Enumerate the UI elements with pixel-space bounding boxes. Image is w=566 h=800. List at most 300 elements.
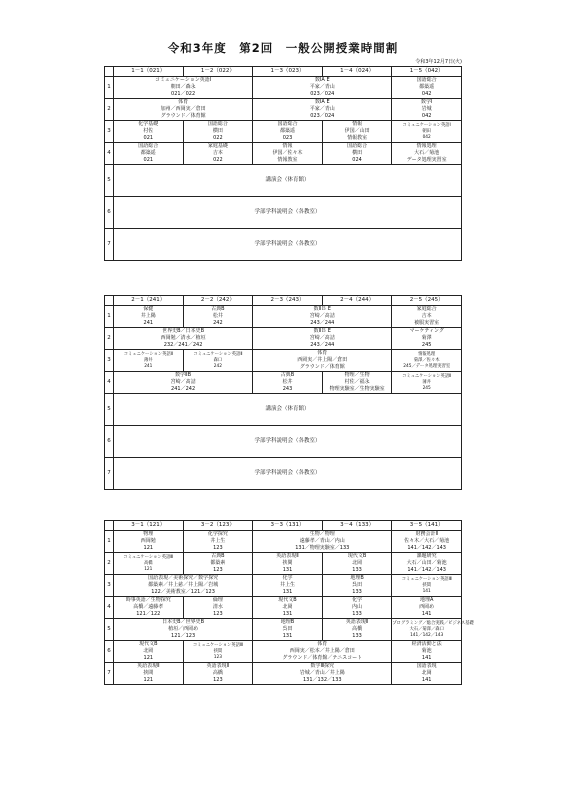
subject-name: 古典B — [211, 306, 225, 312]
lesson-cell — [392, 121, 462, 143]
subject-name: コミュニケーション英語Ⅱ — [193, 351, 243, 357]
subject-name: 保健 — [143, 306, 154, 312]
period-number: 5 — [105, 394, 114, 426]
room-name: 131／物理実験室／133 — [295, 545, 350, 551]
subject-name: コミュニケーション英語Ⅱ — [402, 373, 452, 379]
lesson-cell — [183, 597, 253, 619]
teacher-names: 高橋 — [212, 670, 223, 676]
page-title: 令和3年度 第2回 一般公開授業時間割 — [167, 41, 399, 55]
event-cell: 講演会（体育館） — [114, 394, 462, 426]
period-row — [105, 553, 462, 575]
room-name: 133 — [352, 633, 362, 639]
room-name: グラウンド／体育館／テニスコート — [282, 655, 363, 661]
room-name: 021／022 — [171, 91, 196, 97]
teacher-names: 菊澤／佐々木 — [413, 357, 440, 363]
event-cell: 学部学科説明会（各教室） — [114, 229, 462, 261]
subject-name: 数学Ⅰ — [420, 99, 433, 105]
subject-name: 地理A — [419, 597, 434, 603]
room-name: 123 — [213, 567, 223, 573]
teacher-names: 遠藤孝／青山／内山 — [299, 538, 345, 544]
subject-name: 日本史B／世界史B — [162, 619, 205, 625]
lesson-cell — [392, 619, 474, 641]
period-row — [105, 328, 462, 350]
subject-name: 体育 — [317, 641, 328, 647]
lesson-cell — [392, 641, 462, 663]
room-name: 243 — [282, 386, 293, 392]
subject-name: 倫理 — [212, 597, 223, 603]
subject-name: 英語表現Ⅱ — [276, 553, 299, 559]
teacher-names: 都築遥 — [140, 150, 156, 156]
room-name: 241／242 — [171, 386, 196, 392]
teacher-names: 都築遥 — [279, 128, 295, 134]
lesson-cell — [253, 619, 323, 641]
teacher-names: 西岡め — [419, 604, 435, 610]
teacher-names: 挟間 — [422, 582, 431, 588]
lesson-cell — [392, 350, 462, 372]
teacher-names: 薄井 — [422, 379, 431, 385]
lesson-cell — [114, 663, 184, 685]
room-name: 121／122 — [136, 611, 161, 617]
subject-name: 地理B — [280, 619, 295, 625]
teacher-names: 西岡勉 — [140, 538, 156, 544]
teacher-names: 菊池 — [421, 648, 432, 654]
room-name: 245 — [422, 385, 431, 391]
subject-name: 国語総合 — [416, 77, 437, 83]
subject-name: 物理 — [143, 531, 154, 537]
teacher-names: 内山 — [352, 604, 363, 610]
lesson-cell — [183, 306, 253, 328]
room-name: 243／244 — [310, 320, 335, 326]
lesson-cell — [114, 77, 253, 99]
room-name: 133 — [352, 611, 362, 617]
subject-name: 国語表現／美術探究／数学探究 — [148, 575, 219, 581]
teacher-names: 呉田 — [352, 582, 363, 588]
lesson-cell — [253, 553, 323, 575]
lesson-cell — [114, 575, 253, 597]
lesson-cell — [114, 99, 253, 121]
subject-name: 体育 — [317, 350, 328, 356]
room-name: 133 — [352, 589, 362, 595]
lesson-cell — [253, 663, 392, 685]
teacher-names: 清水 — [212, 604, 223, 610]
lesson-cell — [322, 575, 392, 597]
teacher-names: 北岡 — [352, 560, 363, 566]
teacher-names: 菊澤 — [421, 335, 432, 341]
room-name: 情報教室 — [277, 157, 298, 163]
issue-date: 令和3年12月7日(火) — [415, 59, 462, 65]
lesson-cell — [322, 553, 392, 575]
lesson-cell — [392, 553, 462, 575]
lesson-cell — [253, 597, 323, 619]
teacher-names: 横田 — [212, 128, 223, 134]
period-row — [105, 663, 462, 685]
lesson-cell — [392, 575, 462, 597]
room-name: 022 — [213, 135, 223, 141]
room-name: 123 — [213, 654, 222, 660]
teacher-names: 都築遥 — [419, 84, 435, 90]
teacher-names: 北岡 — [282, 604, 293, 610]
subject-name: 世界史B／日本史B — [162, 328, 205, 334]
teacher-names: 北岡 — [143, 648, 154, 654]
teacher-names: 村佐 — [143, 128, 154, 134]
teacher-names: 平家／青山 — [309, 106, 335, 112]
subject-name: 地理B — [350, 575, 364, 581]
teacher-names: 高橋／遠藤孝 — [133, 604, 164, 610]
subject-name: 情報 — [352, 121, 363, 127]
room-name: 131 — [282, 611, 293, 617]
timetable-grade-2 — [104, 295, 462, 490]
period-row — [105, 165, 462, 197]
period-number: 2 — [105, 553, 114, 575]
class-header: 2－4（244） — [322, 296, 392, 306]
period-row — [105, 531, 462, 553]
teacher-names: 呉田 — [282, 626, 293, 632]
period-number: 2 — [105, 328, 114, 350]
subject-name: コミュニケーション英語Ⅱ — [123, 351, 173, 357]
lesson-cell — [183, 350, 253, 372]
room-name: 121／123 — [171, 633, 196, 639]
subject-name: 英語表現Ⅱ — [345, 619, 369, 625]
room-name: 131 — [282, 567, 293, 573]
subject-name: 数学Ⅲ探究 — [310, 663, 334, 669]
subject-name: 数ⅡＢ E — [313, 306, 331, 312]
room-name: 232／241／242 — [163, 342, 203, 348]
period-number: 5 — [105, 165, 114, 197]
teacher-names: 松井 — [282, 379, 293, 385]
teacher-names: 薄井 — [144, 357, 153, 363]
header-corner — [105, 296, 114, 306]
room-name: 023 — [282, 135, 293, 141]
subject-name: 現代文B — [139, 641, 158, 647]
period-number: 1 — [105, 531, 114, 553]
period-row — [105, 575, 462, 597]
lesson-cell — [253, 641, 392, 663]
teacher-names: 伊国／山田 — [344, 128, 370, 134]
period-row — [105, 426, 462, 458]
teacher-names: 高橋 — [144, 560, 153, 566]
room-name: 121 — [144, 566, 153, 572]
class-header: 2－2（242） — [183, 296, 253, 306]
class-header: 3－2（123） — [183, 521, 253, 531]
lesson-cell — [253, 121, 323, 143]
subject-name: 国語総合 — [138, 143, 159, 149]
class-header: 1－5（042） — [392, 67, 462, 77]
room-name: データ処理実習室 — [406, 157, 447, 163]
class-header: 2－1（241） — [114, 296, 184, 306]
subject-name: マーケティング — [409, 328, 444, 334]
subject-name: 化学基礎 — [138, 121, 159, 127]
lesson-cell — [183, 641, 253, 663]
class-header: 3－5（141） — [392, 521, 462, 531]
subject-name: 化学 — [282, 575, 293, 581]
subject-name: 現代文B — [347, 553, 367, 559]
subject-name: 物理／生物 — [344, 372, 370, 378]
period-number: 5 — [105, 619, 114, 641]
lesson-cell — [114, 597, 184, 619]
teacher-names: 岩城／青山／井上陽 — [299, 670, 345, 676]
subject-name: 国語総合 — [277, 121, 298, 127]
subject-name: 古典B — [280, 372, 295, 378]
lesson-cell — [114, 641, 184, 663]
room-name: 141 — [421, 655, 432, 661]
teacher-names: 井上陽 — [140, 313, 156, 319]
room-name: 042 — [421, 91, 432, 97]
lesson-cell — [322, 619, 392, 641]
lesson-cell — [392, 531, 462, 553]
teacher-names: 松井 — [212, 313, 223, 319]
teacher-names: 挟間 — [282, 560, 293, 566]
period-number: 3 — [105, 575, 114, 597]
teacher-names: 都築素／井上慈／井上陽／岩城 — [148, 582, 219, 588]
subject-name: コミュニケーション英語Ⅰ — [155, 77, 212, 83]
lesson-cell — [114, 143, 184, 165]
room-name: 022 — [213, 157, 223, 163]
teacher-names: 岩城 — [421, 106, 432, 112]
teacher-names: 挟間 — [143, 670, 154, 676]
subject-name: 数ⅠA E — [314, 99, 330, 105]
lesson-cell — [253, 531, 392, 553]
room-name: 141／142／143 — [407, 567, 446, 573]
subject-name: 化学 — [352, 597, 363, 603]
teacher-names: 吉本 — [421, 313, 432, 319]
lesson-cell — [114, 372, 253, 394]
lesson-cell — [253, 143, 323, 165]
period-row — [105, 197, 462, 229]
room-name: 133 — [352, 567, 362, 573]
room-name: 042 — [421, 113, 432, 119]
room-name: 123 — [213, 611, 223, 617]
room-name: 243／244 — [310, 342, 335, 348]
period-row — [105, 306, 462, 328]
room-name: 042 — [422, 134, 431, 140]
lesson-cell — [253, 306, 392, 328]
subject-name: コミュニケーション英語Ⅲ — [401, 576, 452, 582]
subject-name: プログラミング／総合実践／ビジネス基礎 — [392, 620, 474, 626]
lesson-cell — [392, 328, 462, 350]
class-header: 1－4（024） — [322, 67, 392, 77]
period-number: 7 — [105, 458, 114, 490]
room-name: 141 — [421, 677, 432, 683]
class-header: 1－3（023） — [253, 67, 323, 77]
subject-name: 課題研究 — [416, 553, 437, 559]
event-cell: 学部学科説明会（各教室） — [114, 458, 462, 490]
lesson-cell — [114, 553, 184, 575]
teacher-names: 挟間 — [213, 648, 223, 654]
subject-name: 家庭基礎 — [207, 143, 228, 149]
teacher-names: 井上生 — [210, 538, 226, 544]
lesson-cell — [253, 99, 392, 121]
room-name: グラウンド／体育館 — [299, 364, 345, 370]
room-name: 141 — [422, 588, 431, 594]
lesson-cell — [183, 531, 253, 553]
lesson-cell — [114, 531, 184, 553]
subject-name: 英語表現Ⅱ — [137, 663, 160, 669]
lesson-cell — [322, 143, 392, 165]
subject-name: 数学ⅡB — [175, 372, 192, 378]
teacher-names: 西岡勉／清水／植垣 — [160, 335, 206, 341]
subject-name: 数ⅠA E — [314, 77, 330, 83]
teacher-names: 吉本 — [212, 150, 223, 156]
room-name: 141／142／143 — [407, 545, 446, 551]
period-row — [105, 99, 462, 121]
room-name: 131 — [282, 633, 293, 639]
class-header: 2－5（245） — [392, 296, 462, 306]
teacher-names: 伊国／佐々木 — [272, 150, 303, 156]
lesson-cell — [183, 553, 253, 575]
room-name: 021 — [143, 135, 154, 141]
lesson-cell — [392, 597, 462, 619]
subject-name: コミュニケーション英語Ⅲ — [123, 554, 174, 560]
lesson-cell — [322, 372, 392, 394]
room-name: 131 — [282, 589, 293, 595]
subject-name: 現代文B — [278, 597, 297, 603]
class-header: 3－1（121） — [114, 521, 184, 531]
period-number: 1 — [105, 77, 114, 99]
lesson-cell — [253, 328, 392, 350]
period-number: 1 — [105, 306, 114, 328]
teacher-names: 朝田 — [422, 128, 431, 134]
room-name: グラウンド／体育館 — [160, 113, 206, 119]
period-number: 4 — [105, 143, 114, 165]
room-name: 023／024 — [310, 113, 335, 119]
teacher-names: 宮崎／髙詰 — [170, 379, 196, 385]
lesson-cell — [114, 306, 184, 328]
header-corner — [105, 67, 114, 77]
teacher-names: 大石／菊池 — [414, 150, 440, 156]
teacher-names: 井上生 — [279, 582, 295, 588]
lesson-cell — [183, 143, 253, 165]
room-name: 141 — [421, 611, 432, 617]
period-row — [105, 372, 462, 394]
header-corner — [105, 521, 114, 531]
period-number: 2 — [105, 99, 114, 121]
room-name: 241 — [144, 363, 153, 369]
subject-name: 古典B — [211, 553, 225, 559]
lesson-cell — [114, 619, 253, 641]
subject-name: 情報処理 — [416, 143, 437, 149]
lesson-cell — [322, 597, 392, 619]
subject-name: 情報 — [282, 143, 293, 149]
teacher-names: 植垣／西岡め — [168, 626, 199, 632]
period-row — [105, 619, 462, 641]
period-row — [105, 143, 462, 165]
lesson-cell — [392, 372, 462, 394]
period-number: 6 — [105, 426, 114, 458]
period-row — [105, 597, 462, 619]
period-number: 6 — [105, 197, 114, 229]
subject-name: コミュニケーション英語Ⅰ — [402, 122, 451, 128]
subject-name: 財務会計Ⅱ — [415, 531, 438, 537]
event-cell: 講演会（体育館） — [114, 165, 462, 197]
teacher-names: 高橋 — [352, 626, 363, 632]
room-name: 物理実験室／生物実験室 — [329, 386, 385, 392]
lesson-cell — [253, 372, 323, 394]
class-header: 2－3（243） — [253, 296, 323, 306]
room-name: 024 — [352, 157, 362, 163]
subject-name: コミュニケーション英語Ⅲ — [192, 642, 243, 648]
lesson-cell — [114, 350, 184, 372]
room-name: 242 — [213, 320, 223, 326]
period-number: 4 — [105, 597, 114, 619]
period-row — [105, 350, 462, 372]
subject-name: 国語総合 — [207, 121, 228, 127]
subject-name: 時事英語／生物探究 — [125, 597, 171, 603]
teacher-names: 朝田／森永 — [170, 84, 196, 90]
room-name: 121 — [143, 677, 154, 683]
lesson-cell — [392, 663, 462, 685]
event-cell: 学部学科説明会（各教室） — [114, 426, 462, 458]
room-name: 122／美術教室／121／123 — [151, 589, 215, 595]
teacher-names: 横田 — [352, 150, 363, 156]
teacher-names: 大石／山田／菊池 — [406, 560, 447, 566]
class-header: 3－3（131） — [253, 521, 323, 531]
period-number: 7 — [105, 663, 114, 685]
lesson-cell — [114, 121, 184, 143]
lesson-cell — [322, 121, 392, 143]
lesson-cell — [253, 350, 392, 372]
subject-name: 生物／物理 — [309, 531, 335, 537]
period-number: 3 — [105, 350, 114, 372]
subject-name: 経済活動と法 — [411, 641, 442, 647]
lesson-cell — [253, 575, 323, 597]
class-header: 3－4（133） — [322, 521, 392, 531]
room-name: 021 — [143, 157, 154, 163]
lesson-cell — [253, 77, 392, 99]
room-name: 121 — [143, 545, 154, 551]
subject-name: 数ⅡＢ E — [313, 328, 331, 334]
period-row — [105, 77, 462, 99]
period-number: 3 — [105, 121, 114, 143]
room-name: 241 — [143, 320, 154, 326]
timetable-grade-3 — [104, 520, 474, 685]
teacher-names: 加州／西岡実／倉田 — [160, 106, 206, 112]
teacher-names: 都築素 — [210, 560, 226, 566]
subject-name: 英語表現Ⅱ — [206, 663, 230, 669]
subject-name: 情報処理 — [418, 351, 436, 357]
room-name: 131／132／133 — [302, 677, 342, 683]
subject-name: 国語総合 — [347, 143, 368, 149]
room-name: 被服実習室 — [414, 320, 440, 326]
room-name: 情報教室 — [347, 135, 368, 141]
room-name: 023／024 — [310, 91, 335, 97]
subject-name: 家庭総合 — [416, 306, 437, 312]
teacher-names: 北岡 — [421, 670, 432, 676]
lesson-cell — [392, 143, 462, 165]
subject-name: 国語表現 — [416, 663, 437, 669]
period-row — [105, 229, 462, 261]
teacher-names: 村佐／福永 — [344, 379, 370, 385]
teacher-names: 平家／青山 — [309, 84, 335, 90]
room-name: 245／データ処理実習室 — [403, 363, 451, 369]
period-row — [105, 458, 462, 490]
subject-name: 化学探究 — [207, 531, 228, 537]
lesson-cell — [183, 121, 253, 143]
period-row — [105, 121, 462, 143]
teacher-names: 森口 — [213, 357, 223, 363]
room-name: 123 — [213, 545, 223, 551]
event-cell: 学部学科説明会（各教室） — [114, 197, 462, 229]
period-row — [105, 641, 462, 663]
lesson-cell — [392, 99, 462, 121]
class-header: 1－2（022） — [183, 67, 253, 77]
lesson-cell — [183, 663, 253, 685]
period-row — [105, 394, 462, 426]
period-number: 7 — [105, 229, 114, 261]
room-name: 141／142／143 — [410, 632, 444, 638]
lesson-cell — [114, 328, 253, 350]
period-number: 6 — [105, 641, 114, 663]
room-name: 123 — [213, 677, 223, 683]
